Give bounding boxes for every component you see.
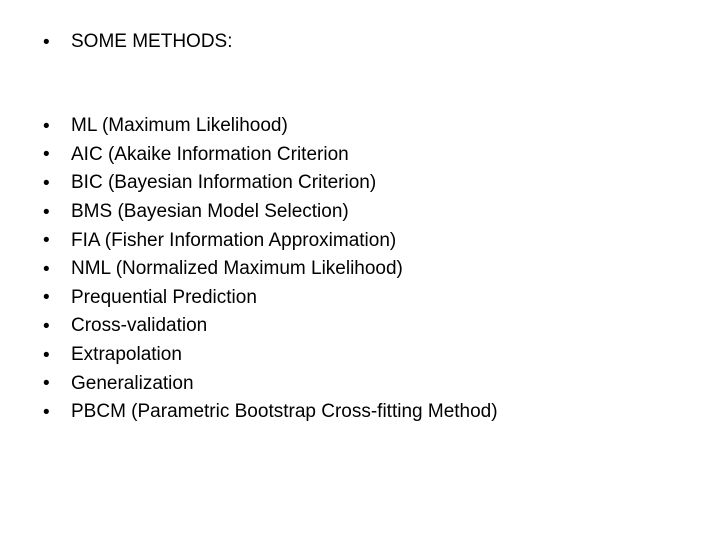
bullet-icon: • [43, 258, 50, 280]
bullet-icon: • [43, 287, 50, 309]
method-label: NML (Normalized Maximum Likelihood) [71, 258, 403, 280]
methods-list [43, 112, 498, 427]
method-label: FIA (Fisher Information Approximation) [71, 229, 397, 251]
method-label: BMS (Bayesian Model Selection) [71, 201, 349, 223]
method-label: Generalization [71, 372, 194, 394]
bullet-icon: • [43, 230, 50, 252]
list-item [43, 369, 498, 398]
heading-text: SOME METHODS: [71, 31, 233, 52]
bullet-icon: • [43, 144, 50, 166]
slide-heading [43, 28, 233, 56]
bullet-icon: • [43, 315, 50, 337]
list-item [43, 198, 498, 227]
method-label: Cross-validation [71, 315, 208, 337]
list-item [43, 312, 498, 341]
bullet-icon: • [43, 115, 50, 137]
list-item [43, 341, 498, 370]
method-label: Prequential Prediction [71, 286, 257, 308]
bullet-icon: • [43, 401, 50, 423]
method-label: ML (Maximum Likelihood) [71, 115, 288, 137]
method-label: Extrapolation [71, 344, 182, 366]
list-item [43, 255, 498, 284]
method-label: PBCM (Parametric Bootstrap Cross-fitting Method) [71, 401, 498, 423]
bullet-icon: • [43, 344, 50, 366]
bullet-icon: • [43, 201, 50, 223]
list-item [43, 226, 498, 255]
bullet-icon: • [43, 31, 50, 53]
list-item [43, 141, 498, 170]
list-item [43, 398, 498, 427]
method-label: BIC (Bayesian Information Criterion) [71, 172, 377, 194]
method-label: AIC (Akaike Information Criterion [71, 143, 349, 165]
list-item [43, 284, 498, 313]
list-item [43, 112, 498, 141]
bullet-icon: • [43, 172, 50, 194]
list-item [43, 169, 498, 198]
bullet-icon: • [43, 373, 50, 395]
